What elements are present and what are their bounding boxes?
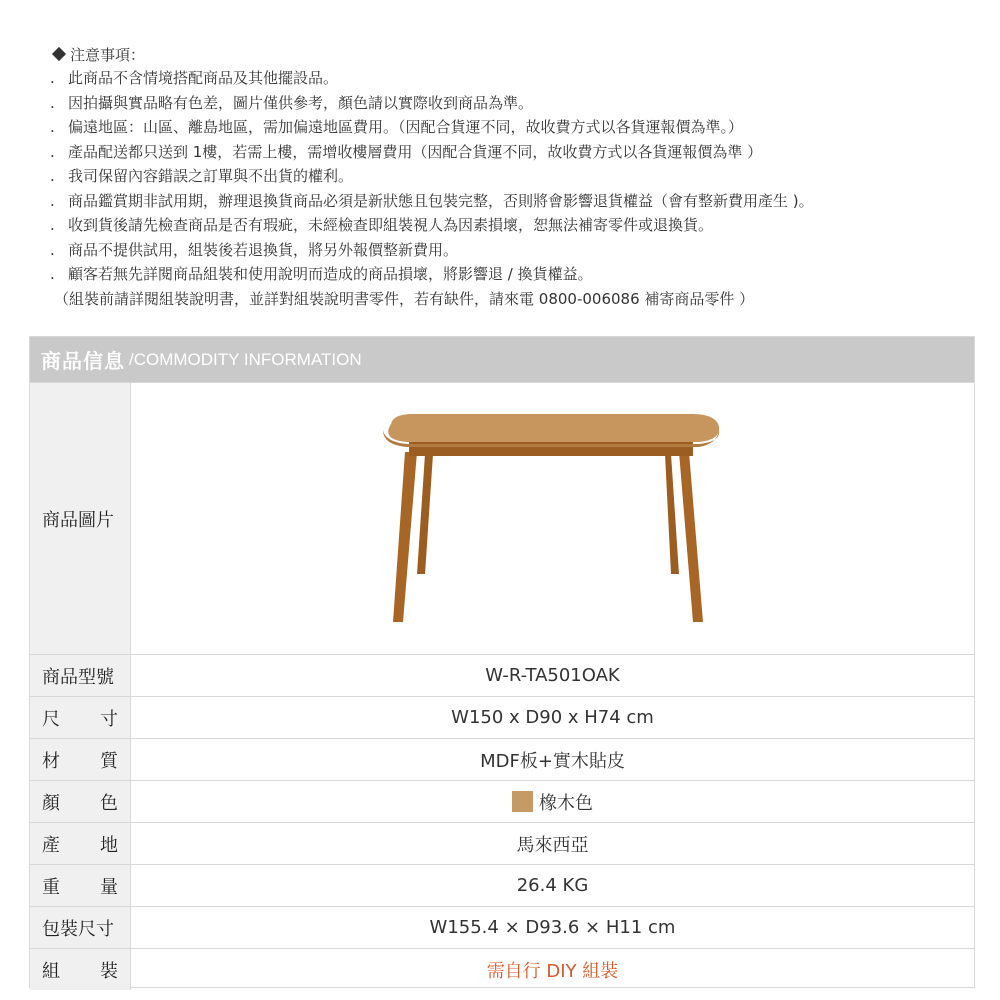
bullet-dot-icon: .	[50, 191, 55, 210]
row-value	[131, 781, 974, 822]
notes-footer: （組裝前請詳閱組裝說明書，並詳對組裝說明書零件，若有缺件，請來電 0800-006086 補寄商品零件 ）	[54, 289, 755, 308]
spec-row-color	[30, 780, 974, 822]
bullet-dot-icon: .	[50, 167, 55, 185]
note-item	[50, 115, 980, 140]
bullet-dot-icon: .	[50, 142, 55, 161]
label-char: 材	[42, 750, 60, 772]
header-title-en: /COMMODITY INFORMATION	[129, 349, 362, 369]
label-char: 量	[100, 876, 118, 898]
bullet-dot-icon: .	[50, 216, 55, 234]
label-char: 質	[100, 750, 118, 772]
row-label	[30, 823, 131, 864]
note-text: 因拍攝與實品略有色差，圖片僅供參考，顏色請以實際收到商品為準。	[68, 93, 534, 112]
note-item	[50, 66, 980, 91]
note-item	[50, 189, 980, 214]
note-text: 偏遠地區：山區、離島地區，需加偏遠地區費用。（因配合貨運不同，故收費方式以各貨運報價為準。）	[68, 118, 744, 136]
row-label	[30, 781, 131, 822]
note-item	[50, 262, 980, 287]
spec-row-weight	[30, 864, 974, 906]
note-item	[50, 213, 980, 238]
note-text: 商品不提供試用，組裝後若退換貨，將另外報價整新費用。	[68, 240, 459, 259]
row-value: 馬來西亞	[516, 834, 589, 856]
label-char: 地	[100, 834, 118, 856]
note-text: 此商品不含情境搭配商品及其他擺設品。	[68, 69, 339, 87]
row-value: W-R-TA501OAK	[485, 665, 620, 686]
diamond-icon	[52, 47, 66, 61]
label-char: 寸	[100, 708, 118, 730]
row-label	[30, 739, 131, 780]
note-text: 收到貨後請先檢查商品是否有瑕疵，未經檢查即組裝視人為因素損壞，恕無法補寄零件或退換貨。	[68, 216, 714, 234]
product-image-label: 商品圖片	[30, 383, 131, 654]
label-char: 顏	[42, 792, 60, 814]
label-char: 組	[42, 960, 60, 982]
row-value: 需自行 DIY 組裝	[486, 960, 619, 982]
note-item	[50, 164, 980, 189]
header-title-zh: 商品信息	[41, 349, 125, 373]
bullet-dot-icon: .	[50, 240, 55, 259]
bullet-dot-icon: .	[50, 93, 55, 112]
spec-row-size	[30, 696, 974, 738]
label-char: 尺	[42, 708, 60, 730]
row-value: W155.4 × D93.6 × H11 cm	[429, 917, 676, 938]
bullet-dot-icon: .	[50, 118, 55, 136]
notes-title-row	[50, 44, 980, 66]
note-text: 我司保留內容錯誤之訂單與不出貨的權利。	[68, 167, 354, 185]
row-label	[30, 697, 131, 738]
label-char: 色	[100, 792, 118, 814]
spec-row-assembly	[30, 948, 974, 990]
row-value: MDF板+實木貼皮	[480, 750, 625, 772]
spec-row-material	[30, 738, 974, 780]
note-text: 產品配送都只送到 1樓，若需上樓，需增收樓層費用（因配合貨運不同，故收費方式以各貨運報價為準 ）	[68, 142, 763, 161]
note-item	[50, 91, 980, 116]
row-label	[30, 949, 131, 990]
row-value: W150 x D90 x H74 cm	[451, 707, 654, 728]
notes-title: 注意事項：	[70, 46, 146, 64]
note-item	[50, 140, 980, 165]
spec-row-origin	[30, 822, 974, 864]
row-label	[30, 865, 131, 906]
color-name: 橡木色	[539, 792, 593, 814]
label-char: 重	[42, 876, 60, 898]
row-label: 包裝尺寸	[30, 907, 131, 948]
notes-section	[50, 44, 980, 311]
dining-table-image	[373, 414, 733, 624]
bullet-dot-icon: .	[50, 69, 55, 87]
label-char: 裝	[100, 960, 118, 982]
note-text: 商品鑑賞期非試用期，辦理退換貨商品必須是新狀態且包裝完整，否則將會影響退貨權益（會有整新費用產生 )。	[68, 191, 814, 210]
product-image-row	[30, 382, 974, 654]
spec-row-package-size	[30, 906, 974, 948]
note-text: 顧客若無先詳閱商品組裝和使用說明而造成的商品損壞，將影響退 / 換貨權益。	[68, 265, 593, 283]
spec-row-model	[30, 654, 974, 696]
note-item	[50, 238, 980, 263]
color-swatch	[512, 791, 533, 812]
bullet-dot-icon: .	[50, 265, 55, 283]
commodity-info-header	[30, 337, 974, 382]
row-value: 26.4 KG	[516, 875, 589, 896]
commodity-info-table	[29, 336, 975, 988]
row-label: 商品型號	[30, 655, 131, 696]
product-image-cell	[131, 383, 974, 654]
label-char: 產	[42, 834, 60, 856]
